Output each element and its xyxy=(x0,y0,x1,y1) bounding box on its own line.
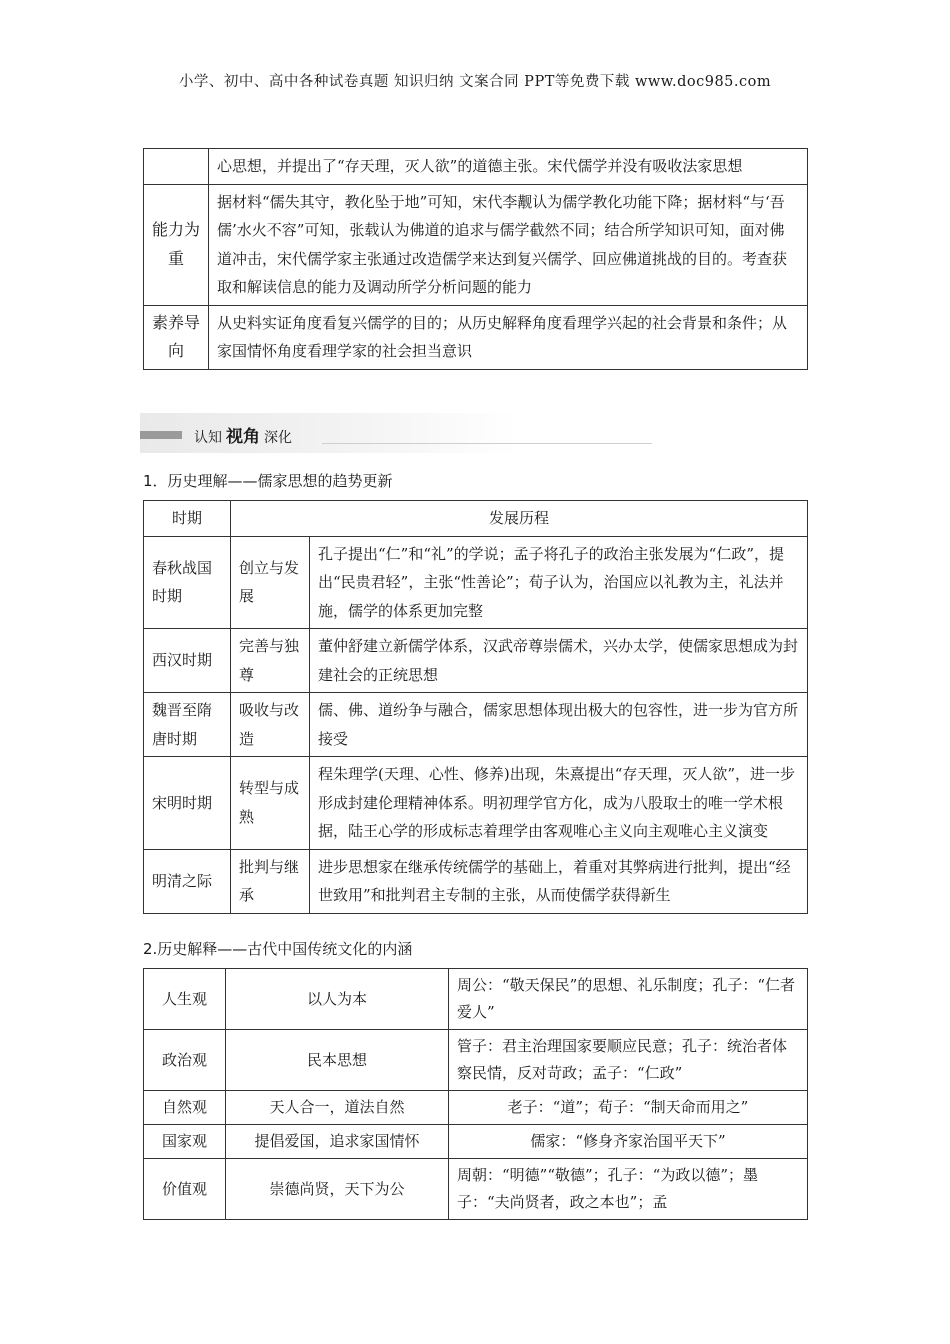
banner-word-1: 认知 xyxy=(194,430,222,446)
period-cell: 西汉时期 xyxy=(144,629,231,693)
example-cell: 儒家：“修身齐家治国平天下” xyxy=(449,1125,808,1159)
banner-bar xyxy=(140,431,182,439)
section2-title: 2.历史解释——古代中国传统文化的内涵 xyxy=(143,940,413,958)
literacy-cell: 从史料实证角度看复兴儒学的目的；从历史解释角度看理学兴起的社会背景和条件；从家国情怀角度看理学家的社会担当意识 xyxy=(209,305,808,369)
table-row xyxy=(144,757,808,850)
example-cell: 管子：君主治理国家要顺应民意；孔子：统治者体察民情，反对苛政；孟子：“仁政” xyxy=(449,1030,808,1091)
banner-word-2: 视角 xyxy=(226,427,260,447)
idea-cell: 民本思想 xyxy=(226,1030,449,1091)
banner-word-3: 深化 xyxy=(264,430,292,446)
stage-cell: 转型与成熟 xyxy=(231,757,310,850)
process-cell: 儒、佛、道纷争与融合，儒家思想体现出极大的包容性，进一步为官方所接受 xyxy=(310,693,808,757)
table-header-row xyxy=(144,501,808,537)
traditional-culture-table xyxy=(143,968,808,1220)
ability-cell: 据材料“儒失其守，教化坠于地”可知，宋代李觏认为儒学教化功能下降；据材料“与‘吾儒’水火不容”可知，张载认为佛道的追求与儒学截然不同；结合所学知识可知，面对佛道冲击，宋代儒学家主张通过改造儒学来达到复兴儒学、回应佛道挑战的目的。考查获取和解读信息的能力及调动所学分析问题的能力 xyxy=(209,184,808,305)
process-cell: 董仲舒建立新儒学体系，汉武帝尊崇儒术，兴办太学，使儒家思想成为封建社会的正统思想 xyxy=(310,629,808,693)
view-cell: 国家观 xyxy=(144,1125,226,1159)
period-cell: 宋明时期 xyxy=(144,757,231,850)
idea-cell: 崇德尚贤，天下为公 xyxy=(226,1159,449,1220)
table-row xyxy=(144,1159,808,1220)
table-row xyxy=(144,305,808,369)
view-cell: 自然观 xyxy=(144,1091,226,1125)
period-cell: 明清之际 xyxy=(144,849,231,913)
view-cell: 价值观 xyxy=(144,1159,226,1220)
stage-cell: 吸收与改造 xyxy=(231,693,310,757)
table-row xyxy=(144,969,808,1030)
header-process: 发展历程 xyxy=(231,501,808,537)
period-cell: 春秋战国时期 xyxy=(144,536,231,629)
banner-title xyxy=(194,422,292,447)
row-label-empty xyxy=(144,149,209,185)
stage-cell: 完善与独尊 xyxy=(231,629,310,693)
example-cell: 老子：“道”；荀子：“制天命而用之” xyxy=(449,1091,808,1125)
process-cell: 程朱理学(天理、心性、修养)出现，朱熹提出“存天理，灭人欲”，进一步形成封建伦理精神体系。明初理学官方化，成为八股取士的唯一学术根据，陆王心学的形成标志着理学由客观唯心主义向主观唯心主义演变 xyxy=(310,757,808,850)
process-cell: 进步思想家在继承传统儒学的基础上，着重对其弊病进行批判，提出“经世致用”和批判君主专制的主张，从而使儒学获得新生 xyxy=(310,849,808,913)
analysis-table xyxy=(143,148,808,370)
table-row xyxy=(144,849,808,913)
section-banner xyxy=(140,413,520,453)
stage-cell: 创立与发展 xyxy=(231,536,310,629)
page-header: 小学、初中、高中各种试卷真题 知识归纳 文案合同 PPT等免费下载 www.doc985.com xyxy=(178,74,772,90)
idea-cell: 天人合一，道法自然 xyxy=(226,1091,449,1125)
example-cell: 周公：“敬天保民”的思想、礼乐制度；孔子：“仁者爱人” xyxy=(449,969,808,1030)
section1-title: 1．历史理解——儒家思想的趋势更新 xyxy=(143,472,393,490)
table-row xyxy=(144,149,808,185)
view-cell: 人生观 xyxy=(144,969,226,1030)
core-content-cell: 心思想，并提出了“存天理，灭人欲”的道德主张。宋代儒学并没有吸收法家思想 xyxy=(209,149,808,185)
process-cell: 孔子提出“仁”和“礼”的学说；孟子将孔子的政治主张发展为“仁政”，提出“民贵君轻”，主张“性善论”；荀子认为，治国应以礼教为主，礼法并施，儒学的体系更加完整 xyxy=(310,536,808,629)
table-row xyxy=(144,693,808,757)
idea-cell: 提倡爱国，追求家国情怀 xyxy=(226,1125,449,1159)
header-period: 时期 xyxy=(144,501,231,537)
period-cell: 魏晋至隋唐时期 xyxy=(144,693,231,757)
banner-line xyxy=(322,443,652,444)
table-row xyxy=(144,184,808,305)
table-row xyxy=(144,1091,808,1125)
confucian-development-table xyxy=(143,500,808,914)
table-row xyxy=(144,536,808,629)
view-cell: 政治观 xyxy=(144,1030,226,1091)
stage-cell: 批判与继承 xyxy=(231,849,310,913)
ability-label: 能力为重 xyxy=(144,184,209,305)
example-cell: 周朝：“明德”“敬德”；孔子：“为政以德”；墨子：“夫尚贤者，政之本也”；孟 xyxy=(449,1159,808,1220)
table-row xyxy=(144,1125,808,1159)
idea-cell: 以人为本 xyxy=(226,969,449,1030)
table-row xyxy=(144,1030,808,1091)
literacy-label: 素养导向 xyxy=(144,305,209,369)
table-row xyxy=(144,629,808,693)
